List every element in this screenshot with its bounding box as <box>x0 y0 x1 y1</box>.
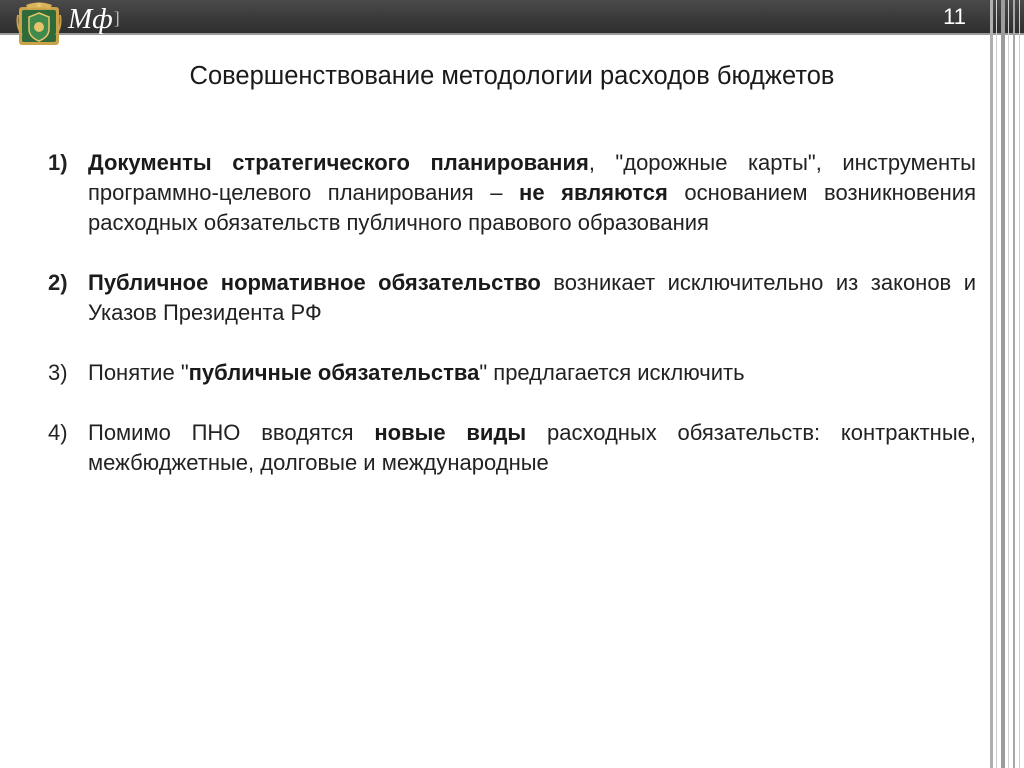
list-item <box>48 268 976 328</box>
decorative-stripes <box>988 0 1024 768</box>
emphasis-text: Публичное нормативное обязательство <box>88 270 541 295</box>
slide-number: 11 <box>943 4 966 29</box>
list-item <box>48 358 976 388</box>
logo <box>68 1 120 36</box>
body-text: Помимо ПНО вводятся <box>88 420 375 445</box>
list-marker: 4) <box>48 420 68 445</box>
body-text: расходных обязательств: контрактные, межбюджетные, долговые и международные <box>88 420 976 475</box>
list-marker: 1) <box>48 150 68 175</box>
body-text: , "дорожные карты", инструменты программно-целевого планирования – <box>88 150 976 205</box>
list-item <box>48 148 976 238</box>
emphasis-text: Документы стратегического планирования <box>88 150 589 175</box>
list-marker: 2) <box>48 270 68 295</box>
logo-main: Мф <box>68 3 113 35</box>
emphasis-text: новые виды <box>374 420 527 445</box>
top-bar <box>0 0 1024 35</box>
list-item <box>48 418 976 478</box>
body-text: " предлагается исключить <box>479 360 745 385</box>
body-text: Понятие " <box>88 360 189 385</box>
numbered-list <box>48 148 976 478</box>
body-text: возникает исключительно из законов и Указов Президента РФ <box>88 270 977 325</box>
slide-title: Совершенствование методологии расходов бюджетов <box>189 62 835 90</box>
list-marker: 3) <box>48 360 68 385</box>
logo-tail: ] <box>113 8 120 28</box>
emphasis-text: не являются <box>519 180 668 205</box>
emphasis-text: публичные обязательства <box>188 360 480 385</box>
body-text: основанием возникновения расходных обязательств публичного правового образования <box>88 180 977 235</box>
coat-of-arms-icon <box>16 1 62 49</box>
